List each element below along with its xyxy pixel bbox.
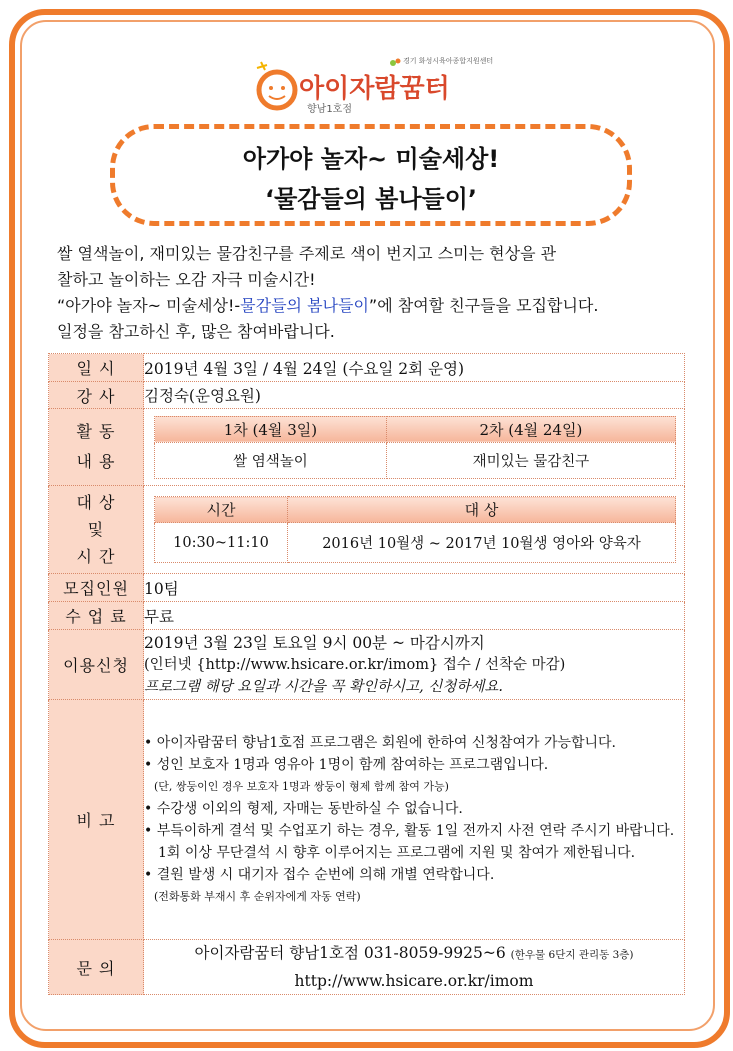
contact-location: (한우물 6단지 관리동 3층) [510,949,634,961]
title-line-1: 아가야 놀자~ 미술세상! [242,145,500,173]
label-date: 일 시 [49,354,144,382]
target-time: 10:30~11:10 [155,523,288,563]
row-remarks [49,700,685,940]
label-contact: 문 의 [49,940,144,995]
value-instructor: 김정숙(운영요원) [144,382,685,409]
remark-2-note: (단, 쌍둥이인 경우 보호자 1명과 쌍둥이 형제 함께 참여 가능) [154,779,449,793]
row-target [49,486,685,574]
remark-5: • 결원 발생 시 대기자 접수 순번에 의해 개별 연락합니다. [144,866,495,883]
intro-program-name: 물감들의 봄나들이 [240,296,369,315]
row-contact [49,940,685,995]
intro-text [57,241,682,345]
apply-line-1: 2019년 3월 23일 토요일 9시 00분 ~ 마감시까지 [144,633,485,652]
label-instructor: 강 사 [49,382,144,409]
activity-head-1: 1차 (4월 3일) [155,416,387,442]
label-activity-2: 내 용 [76,452,116,471]
target-subtable [154,496,676,563]
label-target [49,486,144,574]
intro-line-4: 일정을 참고하신 후, 많은 참여바랍니다. [57,322,335,341]
value-fee: 무료 [144,602,685,630]
activity-subtable [154,416,676,479]
label-target-3: 시 간 [76,547,116,566]
contact-url[interactable]: http://www.hsicare.or.kr/imom [294,972,534,990]
activity-cell [144,409,685,486]
label-activity [49,409,144,486]
label-apply: 이용신청 [49,630,144,700]
remark-5-note: (전화통화 부재시 후 순위자에게 자동 연락) [154,889,361,903]
remark-4: • 부득이하게 결석 및 수업포기 하는 경우, 활동 1일 전까지 사전 연락 주시기 바랍니다. 1회 이상 무단결석 시 향후 이루어지는 프로그램에 지원 및 참여가 제한됩니다. [144,822,675,861]
row-recruit [49,574,685,602]
target-cell [144,486,685,574]
remark-2: • 성인 보호자 1명과 영유아 1명이 함께 참여하는 프로그램입니다. [144,756,549,773]
row-instructor [49,382,685,409]
row-apply [49,630,685,700]
contact-phone: 아이자람꿈터 향남1호점 031-8059-9925~6 [194,944,506,962]
info-table [48,353,685,995]
intro-line-1: 쌀 열색놀이, 재미있는 물감친구를 주제로 색이 번지고 스미는 현상을 관 [57,244,557,263]
apply-line-3: 프로그램 해당 요일과 시간을 꼭 확인하시고, 신청하세요. [144,678,504,695]
intro-line-3 [57,293,682,319]
remark-3: • 수강생 이외의 형제, 자매는 동반하실 수 없습니다. [144,800,463,817]
label-recruit: 모집인원 [49,574,144,602]
intro-line-3c: ”에 참여할 친구들을 모집합니다. [368,296,599,315]
label-activity-1: 활 동 [76,422,116,441]
value-recruit: 10팀 [144,574,685,602]
title-line-2: ‘물감들의 봄나들이’ [264,185,478,213]
intro-line-3a: “아가야 놀자~ 미술세상!- [57,296,241,315]
label-remarks: 비 고 [49,700,144,940]
target-target: 2016년 10월생 ~ 2017년 10월생 영아와 양육자 [288,523,676,563]
row-activity [49,409,685,486]
value-apply [144,630,685,700]
logo [255,56,494,116]
title-box [110,124,632,226]
target-head-time: 시간 [155,497,288,523]
value-contact [144,940,685,995]
contact-line-1 [144,940,684,968]
logo-brand-text: 아이자람꿈터 [299,74,450,104]
label-fee: 수 업 료 [49,602,144,630]
activity-body-1: 쌀 염색놀이 [155,442,387,478]
activity-head-2: 2차 (4월 24일) [386,416,675,442]
value-date: 2019년 4월 3일 / 4월 24일 (수요일 2회 운영) [144,354,685,382]
row-date [49,354,685,382]
label-target-2: 및 [87,520,105,539]
logo-org-text: 경기 화성시육아종합지원센터 [403,57,494,65]
activity-body-2: 재미있는 물감친구 [386,442,675,478]
value-remarks [144,700,685,940]
target-head-target: 대 상 [288,497,676,523]
apply-line-2: (인터넷 {http://www.hsicare.or.kr/imom} 접수 / 선착순 마감) [144,656,566,673]
intro-line-2: 찰하고 놀이하는 오감 자극 미술시간! [57,270,316,289]
logo-branch-text: 향남1호점 [307,104,353,115]
remark-1: • 아이자람꿈터 향남1호점 프로그램은 회원에 한하여 신청참여가 가능합니다. [144,734,617,751]
row-fee [49,602,685,630]
label-target-1: 대 상 [76,493,116,512]
